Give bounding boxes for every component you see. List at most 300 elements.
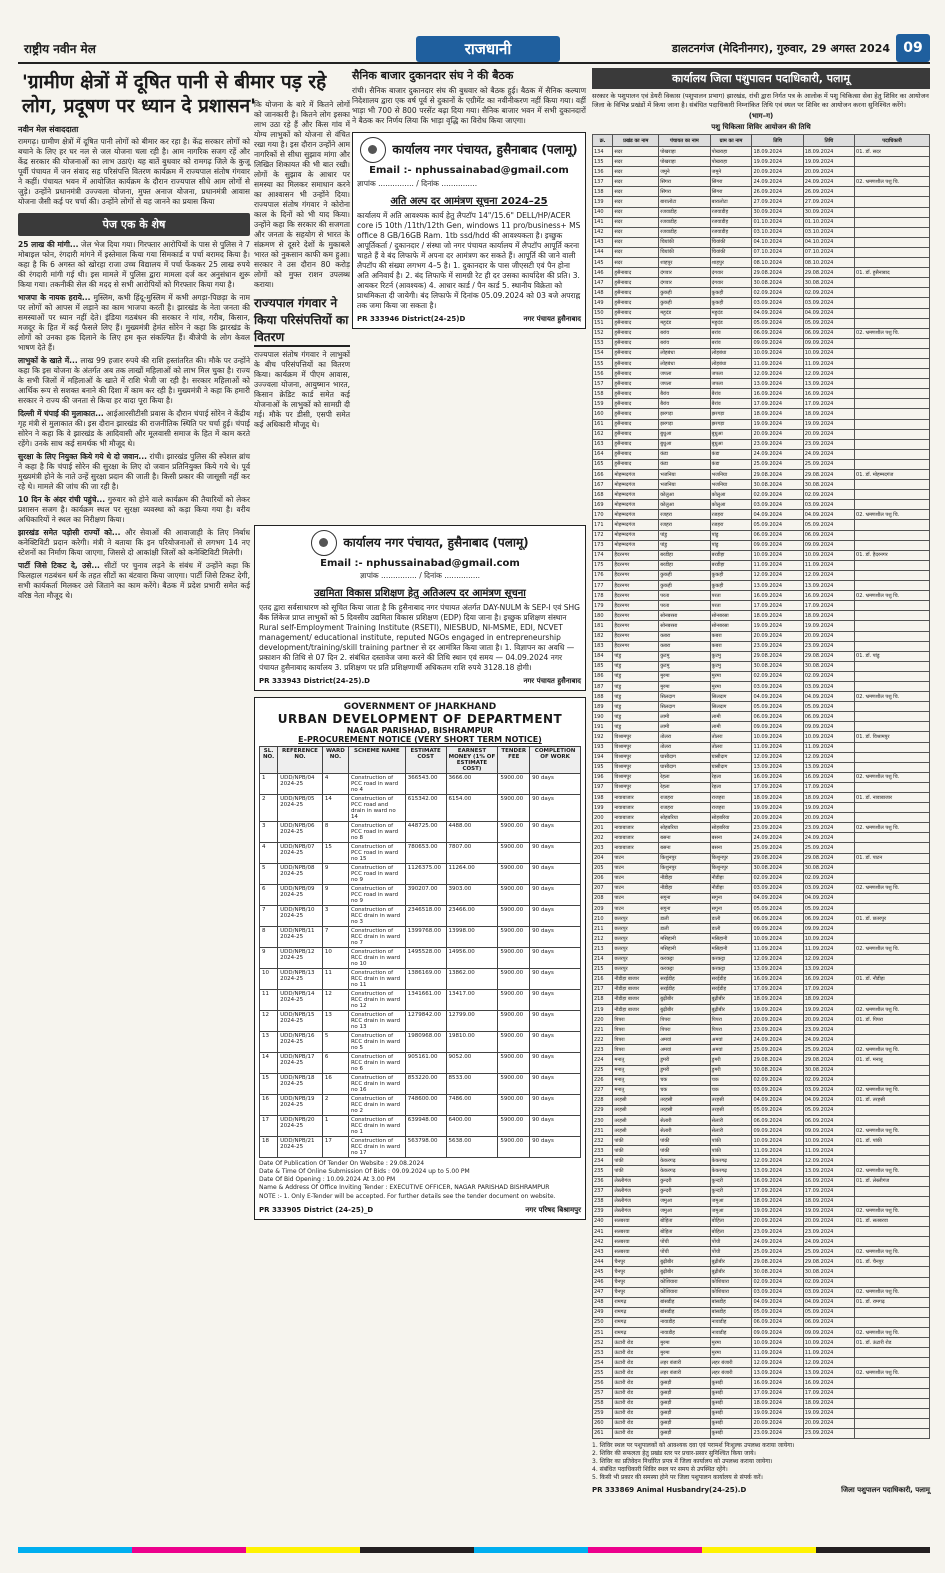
pashu-cell: बुधुआ [710, 429, 752, 439]
pashu-cell: ऊंटारी रोड [613, 1398, 659, 1408]
pashu-cell: छतरपुर [613, 944, 659, 954]
pashu-cell [855, 782, 930, 792]
pashu-cell: हुसैनाबाद [613, 358, 659, 368]
pashu-pr: PR 333869 Animal Husbandry(24-25).D [592, 1486, 747, 1494]
pashu-cell: 12.09.2024 [803, 369, 854, 379]
pashu-cell: सरईडीह [659, 984, 710, 994]
tender-header-cell: WARD NO. [322, 747, 348, 774]
pashu-cell: 179 [593, 601, 613, 611]
pashu-row [593, 1136, 930, 1146]
pashu-cell: कुसड़ी [710, 1398, 752, 1408]
pashu-cell [855, 712, 930, 722]
pashu-cell: हैदरनगर [613, 631, 659, 641]
tender-cell: 90 days [530, 843, 581, 864]
tender-row [260, 1011, 581, 1032]
pashu-cell: 23.09.2024 [752, 1428, 803, 1438]
pashu-cell [855, 621, 930, 631]
pashu-cell: 18.09.2024 [803, 793, 854, 803]
pashu-cell [855, 207, 930, 217]
pashu-cell: सिंगरा [659, 187, 710, 197]
tender-cell: 6 [260, 885, 278, 906]
pashu-cell: 02.09.2024 [803, 288, 854, 298]
pashu-cell: 25.09.2024 [803, 843, 854, 853]
pashu-cell: 20.09.2024 [752, 631, 803, 641]
pashu-cell: 06.09.2024 [752, 530, 803, 540]
pashu-cell: अमवां [659, 1035, 710, 1045]
pashu-cell: सदर [613, 197, 659, 207]
pashu-cell [855, 429, 930, 439]
pashu-cell: 02.09.2024 [752, 1075, 803, 1085]
pashu-cell: 234 [593, 1156, 613, 1166]
tender-cell: 15 [260, 1074, 278, 1095]
pashu-cell: जपला [710, 379, 752, 389]
continuation-head: पार्टी जिसे टिकट दे, उसे... [18, 561, 100, 570]
pashu-cell: सरईडीह [710, 974, 752, 984]
pashu-cell: 20.09.2024 [752, 167, 803, 177]
pashu-cell: 01. डॉ. मोहम्मदगंज [855, 470, 930, 480]
pashu-cell: 01. डॉ. पिपरा [855, 1015, 930, 1025]
pashu-note: 2. शिविर की सफलता हेतु प्रखंड स्तर पर प्रचार-प्रसार सुनिश्चित किया जाये। [592, 1450, 756, 1457]
pashu-cell: 11.09.2024 [803, 560, 854, 570]
tender-row [260, 1116, 581, 1137]
tender-cell: 5900.00 [498, 1116, 530, 1137]
pashu-cell: रजहरा [659, 520, 710, 530]
pashu-row [593, 389, 930, 399]
pashu-cell: 173 [593, 540, 613, 550]
pashu-cell: 02. भ्रमणशील पशु चि. [855, 883, 930, 893]
pashu-row [593, 843, 930, 853]
pashu-cell: लहर बंजारी [659, 1358, 710, 1368]
pashu-cell: 164 [593, 449, 613, 459]
pashu-section-label: (भाग–ग) [748, 112, 774, 120]
pashu-cell: डुमरी [710, 1065, 752, 1075]
pashu-cell: कबरा [710, 641, 752, 651]
pashu-cell: 162 [593, 429, 613, 439]
pashu-cell: पांकी [613, 1166, 659, 1176]
pashu-cell: 10.09.2024 [752, 348, 803, 358]
pashu-row [593, 1398, 930, 1408]
pashu-cell: कोलुआ [659, 490, 710, 500]
pashu-cell: 210 [593, 914, 613, 924]
tender-cell: 11264.00 [446, 864, 498, 885]
pashu-cell: 03.09.2024 [803, 681, 854, 691]
pashu-cell: 02. भ्रमणशील पशु चि. [855, 1004, 930, 1014]
pashu-cell: बोहिता [659, 1227, 710, 1237]
pashu-cell [855, 803, 930, 813]
pashu-cell: 29.08.2024 [752, 651, 803, 661]
pashu-cell: 16.09.2024 [803, 1176, 854, 1186]
pashu-cell [855, 1065, 930, 1075]
tender-cell: 19810.00 [446, 1032, 498, 1053]
pashu-cell: बोहिता [659, 1216, 710, 1226]
pashu-cell: 24.09.2024 [752, 833, 803, 843]
pashu-cell: बुढ़ीबीर [659, 1004, 710, 1014]
pashu-cell: 23.09.2024 [752, 1227, 803, 1237]
pashu-row [593, 1237, 930, 1247]
pashu-row [593, 1116, 930, 1126]
tender-table [259, 746, 581, 1158]
pashu-cell: 206 [593, 873, 613, 883]
pashu-cell: पिपरा [710, 1025, 752, 1035]
pashu-cell: सगुना [659, 904, 710, 914]
pashu-cell: नावाबाजार [613, 813, 659, 823]
pashu-cell: रजवाडीह [659, 227, 710, 237]
pashu-row [593, 1095, 930, 1105]
pashu-cell: 19.09.2024 [803, 157, 854, 167]
pashu-cell: जमुने [710, 167, 752, 177]
tender-cell: 6 [322, 1053, 348, 1074]
tender-cell: 7807.00 [446, 843, 498, 864]
tender-cell: 13862.00 [446, 969, 498, 990]
pashu-cell: 149 [593, 298, 613, 308]
pashu-cell: 20.09.2024 [752, 1015, 803, 1025]
pashu-cell: पाटन [613, 893, 659, 903]
tender-row [260, 1032, 581, 1053]
pashu-cell: 13.09.2024 [803, 762, 854, 772]
pashu-cell: 18.09.2024 [803, 611, 854, 621]
pashu-cell: तरहसी [659, 1095, 710, 1105]
pashu-cell: चियांकी [710, 247, 752, 257]
pashu-cell: सतबरवा [613, 1237, 659, 1247]
pashu-cell: 18.09.2024 [752, 611, 803, 621]
pashu-cell: 11.09.2024 [752, 1348, 803, 1358]
tender-cell: UDD/NPB/21 2024-25 [278, 1137, 323, 1158]
tender-cell: 853220.00 [405, 1074, 446, 1095]
pashu-cell: 161 [593, 419, 613, 429]
pashu-cell: बांसडीह [659, 1307, 710, 1317]
pashu-cell: सदर [613, 147, 659, 157]
pashu-cell: रजवाडीह [659, 217, 710, 227]
pashu-cell [855, 924, 930, 934]
pashu-cell [855, 449, 930, 459]
pashu-cell: पाटन [613, 863, 659, 873]
continuation-text: जेल भेज दिया गया। गिरफ्तार आरोपियों के पास से पुलिस ने 7 मोबाइल फोन, रंगदारी मांगने में इस्तेमाल किया गया सिमकार्ड व पर्चा बरामद किया है। कहा है कि 6 अगस्त को खोरहा राजा उच्च विद्यालय में पर्चा फेंककर 25 लाख रुपये की रंगदारी मांगी गई थी। इस मामले में पुलिस द्वारा मामला दर्ज कर अनुसंधान शुरू किया गया। तकनीकी सेल की मदद से सभी आरोपियों को गिरफ्तार किया गया है। [18, 240, 251, 289]
pashu-cell: चक [659, 1085, 710, 1095]
tender-cell: 5900.00 [498, 885, 530, 906]
pashu-cell: 20.09.2024 [803, 1216, 854, 1226]
pashu-cell: 02.09.2024 [803, 1277, 854, 1287]
pashu-cell: पांडु [613, 671, 659, 681]
pashu-cell: 04.10.2024 [752, 237, 803, 247]
pashu-cell: सिंगरा [710, 177, 752, 187]
pashu-cell: करकट्टा [710, 954, 752, 964]
pashu-cell [855, 1348, 930, 1358]
pashu-cell: तरहसी [710, 1095, 752, 1105]
pashu-cell [855, 752, 930, 762]
pashu-cell [855, 1267, 930, 1277]
pashu-cell: लामी [659, 722, 710, 732]
pashu-cell: परता [710, 601, 752, 611]
pashu-row [593, 197, 930, 207]
pashu-cell: 261 [593, 1428, 613, 1438]
tender-cell: 5900.00 [498, 990, 530, 1011]
tender-cell: Construction of RCC drain in ward no 12 [348, 990, 405, 1011]
pashu-cell: सेलारी [659, 1126, 710, 1136]
tender-cell: 7 [322, 927, 348, 948]
pashu-title: कार्यालय जिला पशुपालन पदाधिकारी, पलामू [592, 68, 930, 89]
pashu-cell: 09.09.2024 [752, 1126, 803, 1136]
pashu-cell: कोशियारा [710, 1287, 752, 1297]
pashu-cell: 13.09.2024 [803, 1368, 854, 1378]
continuation-item [18, 495, 250, 525]
tender-cell: 5900.00 [498, 1074, 530, 1095]
tender-cell: UDD/NPB/20 2024-25 [278, 1116, 323, 1137]
tender-row [260, 969, 581, 990]
pashu-cell: 06.09.2024 [752, 712, 803, 722]
tender-cell: 5900.00 [498, 906, 530, 927]
pashu-cell: 12.09.2024 [803, 1358, 854, 1368]
pashu-cell: 02. भ्रमणशील पशु चि. [855, 1247, 930, 1257]
notice-computer-pr: PR 333946 District(24-25)D [357, 315, 466, 323]
pashu-cell: बोहिता [710, 1227, 752, 1237]
pashu-row [593, 258, 930, 268]
continuation-item [18, 240, 250, 290]
pashu-cell [855, 389, 930, 399]
pashu-cell: 246 [593, 1277, 613, 1287]
tender-cell: Construction of RCC drain in ward no 2 [348, 1095, 405, 1116]
pashu-row [593, 449, 930, 459]
pashu-cell: बैरांव [659, 399, 710, 409]
pashu-cell: 11.09.2024 [803, 1348, 854, 1358]
pashu-cell: 11.09.2024 [803, 742, 854, 752]
tender-cell: UDD/NPB/16 2024-25 [278, 1032, 323, 1053]
pashu-cell: मसिहानी [659, 934, 710, 944]
pashu-cell: 16.09.2024 [803, 772, 854, 782]
pashu-row [593, 1277, 930, 1287]
pashu-cell: 19.09.2024 [752, 419, 803, 429]
pashu-cell: विश्रामपुर [613, 772, 659, 782]
pashu-cell: लहर बंजारी [710, 1358, 752, 1368]
pashu-cell: कुकही [659, 298, 710, 308]
pashu-cell: 26.09.2024 [752, 187, 803, 197]
pashu-cell: 18.09.2024 [803, 1398, 854, 1408]
pashu-cell: जमुआ [710, 1196, 752, 1206]
pashu-cell: 233 [593, 1146, 613, 1156]
pashu-cell: 05.09.2024 [752, 1307, 803, 1317]
pashu-cell: कुटमु [710, 651, 752, 661]
pashu-cell: बरांव [659, 328, 710, 338]
pashu-cell: 29.08.2024 [752, 853, 803, 863]
pashu-cell: 207 [593, 883, 613, 893]
pashu-row [593, 1368, 930, 1378]
tender-cell: 90 days [530, 948, 581, 969]
pashu-cell: 09.09.2024 [752, 722, 803, 732]
pashu-cell: कबरा [659, 641, 710, 651]
pashu-cell: हुसैनाबाद [613, 278, 659, 288]
pashu-cell: 169 [593, 500, 613, 510]
pashu-cell: हुसैनाबाद [613, 429, 659, 439]
pashu-cell: 147 [593, 278, 613, 288]
tender-date-line: Date Of Bid Opening : 10.09.2024 At 3.00 PM [259, 1176, 396, 1183]
colorbar-swatch [702, 1547, 816, 1553]
pashu-cell: 140 [593, 207, 613, 217]
pashu-cell: 04.09.2024 [803, 692, 854, 702]
tender-cell: 11 [322, 969, 348, 990]
pashu-cell: कुसड़ी [659, 1388, 710, 1398]
pashu-cell: पोखराहा [659, 147, 710, 157]
tender-cell: 390207.00 [405, 885, 446, 906]
tender-cell: 4 [260, 843, 278, 864]
pashu-row [593, 1045, 930, 1055]
center-wide-column [254, 525, 586, 1220]
pashu-cell: 23.09.2024 [752, 439, 803, 449]
pashu-row [593, 1297, 930, 1307]
pashu-cell: कुन्दरी [659, 1186, 710, 1196]
tender-cell: 1279842.00 [405, 1011, 446, 1032]
pashu-cell: लेस्लीगंज [613, 1196, 659, 1206]
continuation-head: झारखंड समेत पड़ोसी राज्यों को... [18, 528, 121, 537]
pashu-row [593, 611, 930, 621]
tender-notice-title: E-PROCUREMENT NOTICE (VERY SHORT TERM NOTICE) [298, 735, 542, 744]
pashu-cell: लामी [710, 722, 752, 732]
tender-cell: 5900.00 [498, 864, 530, 885]
tender-header-cell: SCHEME NAME [348, 747, 405, 774]
pashu-cell: 04.09.2024 [803, 1095, 854, 1105]
pashu-cell: मुरमा [659, 1348, 710, 1358]
pashu-cell: मोहम्मदगंज [613, 520, 659, 530]
pashu-cell: 08.10.2024 [752, 258, 803, 268]
continuation-text: रांची। झारखंड पुलिस की स्पेशल ब्रांच ने कहा है कि चंपाई सोरेन की सुरक्षा के लिए दो जवान प्रतिनियुक्त किये गये थे। पूर्व मुख्यमंत्री होने के नाते उन्हें सुरक्षा प्रदान की जाती है। किसी प्रकार की जासूसी नहीं कर रहे थे। मामले की जांच की जा रही है। [18, 452, 250, 491]
pashu-cell: कंडा [710, 459, 752, 469]
pashu-cell: दंगवार [710, 278, 752, 288]
pashu-cell: 07.10.2024 [803, 247, 854, 257]
pashu-cell: 156 [593, 369, 613, 379]
pashu-row [593, 964, 930, 974]
pashu-cell: लेस्लीगंज [613, 1206, 659, 1216]
pashu-cell: कंडा [659, 459, 710, 469]
pashu-row [593, 591, 930, 601]
pashu-cell: 06.09.2024 [803, 1116, 854, 1126]
tender-row [260, 990, 581, 1011]
pashu-cell: राजहरा [710, 793, 752, 803]
tender-cell: 1386169.00 [405, 969, 446, 990]
pashu-cell: 12.09.2024 [752, 1156, 803, 1166]
tender-cell: 5900.00 [498, 1011, 530, 1032]
pashu-cell: 19.09.2024 [752, 803, 803, 813]
pashu-cell: कोशियारा [710, 1277, 752, 1287]
pashu-cell: महुदंड [659, 318, 710, 328]
pashu-cell: मोहम्मदगंज [613, 490, 659, 500]
tender-cell: 448725.00 [405, 822, 446, 843]
pashu-cell: 205 [593, 863, 613, 873]
pashu-cell [855, 671, 930, 681]
pashu-cell: पिपरा [613, 1015, 659, 1025]
pashu-row [593, 1216, 930, 1226]
pashu-cell: पांडु [613, 722, 659, 732]
pashu-cell: 06.09.2024 [803, 1317, 854, 1327]
pashu-cell: 10.09.2024 [803, 934, 854, 944]
pashu-cell: 203 [593, 843, 613, 853]
notice-computer-title: कार्यालय नगर पंचायत, हुसैनाबाद (पलामू) [392, 142, 578, 157]
pashu-row [593, 914, 930, 924]
pashu-cell: 05.09.2024 [752, 702, 803, 712]
pashu-cell: 12.09.2024 [752, 369, 803, 379]
pashu-cell: लामी [710, 712, 752, 722]
tender-cell: 7 [260, 906, 278, 927]
pashu-cell: लोहबंधा [710, 358, 752, 368]
pashu-cell: 10.09.2024 [803, 348, 854, 358]
pashu-cell [855, 1317, 930, 1327]
pashu-cell: हुसैनाबाद [613, 419, 659, 429]
pashu-cell: जमुआ [710, 1206, 752, 1216]
pashu-row [593, 1418, 930, 1428]
pashu-cell: 06.09.2024 [752, 1317, 803, 1327]
pashu-cell: पोखराहा [710, 147, 752, 157]
pashu-cell: 231 [593, 1126, 613, 1136]
tender-cell: 90 days [530, 927, 581, 948]
colorbar-swatch [816, 1547, 930, 1553]
pashu-cell: मुरमा [710, 681, 752, 691]
pashu-cell: 16.09.2024 [752, 389, 803, 399]
pashu-cell: 13.09.2024 [752, 964, 803, 974]
pashu-cell: छतरपुर [613, 914, 659, 924]
pashu-cell: सदर [613, 157, 659, 167]
tender-cell: UDD/NPB/08 2024-25 [278, 864, 323, 885]
pashu-cell: हैदरनगर [613, 581, 659, 591]
pashu-cell: कोलुआ [710, 490, 752, 500]
tender-cell: Construction of PCC road in ward no 15 [348, 843, 405, 864]
pashu-cell: पाटन [613, 853, 659, 863]
pashu-cell: पांडु [613, 692, 659, 702]
pashu-cell: 02. भ्रमणशील पशु चि. [855, 692, 930, 702]
tender-cell: 5900.00 [498, 843, 530, 864]
pashu-row [593, 893, 930, 903]
lead-byline: नवीन मेल संवाददाता [18, 125, 79, 134]
pashu-cell: नावाबाजार [613, 833, 659, 843]
pashu-cell: 23.09.2024 [752, 641, 803, 651]
pashu-cell: नौडीहा [710, 883, 752, 893]
pashu-cell: 03.09.2024 [752, 1085, 803, 1095]
tender-cell: 90 days [530, 1074, 581, 1095]
pashu-cell: बांसडीह [710, 1307, 752, 1317]
newspaper-brand: राष्ट्रीय नवीन मेल [24, 42, 96, 56]
pashu-cell: झरगड़ा [659, 409, 710, 419]
tender-cell: 8 [260, 927, 278, 948]
pashu-cell: छतरपुर [613, 954, 659, 964]
pashu-cell: बांसडीह [659, 1297, 710, 1307]
pashu-row [593, 732, 930, 742]
pashu-row [593, 1085, 930, 1095]
pashu-cell: पांकी [613, 1156, 659, 1166]
notice-training-subtitle: उद्यमिता विकास प्रशिक्षण हेतु अतिअल्प दर आमंत्रण सूचना [314, 588, 526, 599]
tender-cell: 6400.00 [446, 1116, 498, 1137]
tender-cell: 4488.00 [446, 822, 498, 843]
pashu-cell: लोहबंधा [710, 348, 752, 358]
pashu-cell: 12.09.2024 [752, 752, 803, 762]
tender-cell: 5900.00 [498, 969, 530, 990]
pashu-cell: पाटन [613, 904, 659, 914]
pashu-cell: 11.09.2024 [803, 944, 854, 954]
tender-cell: 90 days [530, 969, 581, 990]
pashu-row [593, 994, 930, 1004]
pashu-cell [855, 611, 930, 621]
pashu-cell: 141 [593, 217, 613, 227]
pashu-cell: लेस्लीगंज [613, 1186, 659, 1196]
pashu-cell: 04.09.2024 [803, 1297, 854, 1307]
pashu-cell: 04.09.2024 [752, 308, 803, 318]
pashu-cell: 195 [593, 762, 613, 772]
pashu-row [593, 247, 930, 257]
pashu-cell: 01. डॉ. मनातू [855, 1055, 930, 1065]
pashu-cell: 02.09.2024 [803, 671, 854, 681]
pashu-cell: हुसैनाबाद [613, 308, 659, 318]
pashu-cell: 05.09.2024 [752, 1105, 803, 1115]
tender-cell: 615342.00 [405, 795, 446, 822]
pashu-cell: मनातू [613, 1055, 659, 1065]
continuation-head: 25 लाख की मांगी... [18, 240, 79, 249]
pashu-cell [855, 934, 930, 944]
pashu-cell: सतबरवा [613, 1247, 659, 1257]
